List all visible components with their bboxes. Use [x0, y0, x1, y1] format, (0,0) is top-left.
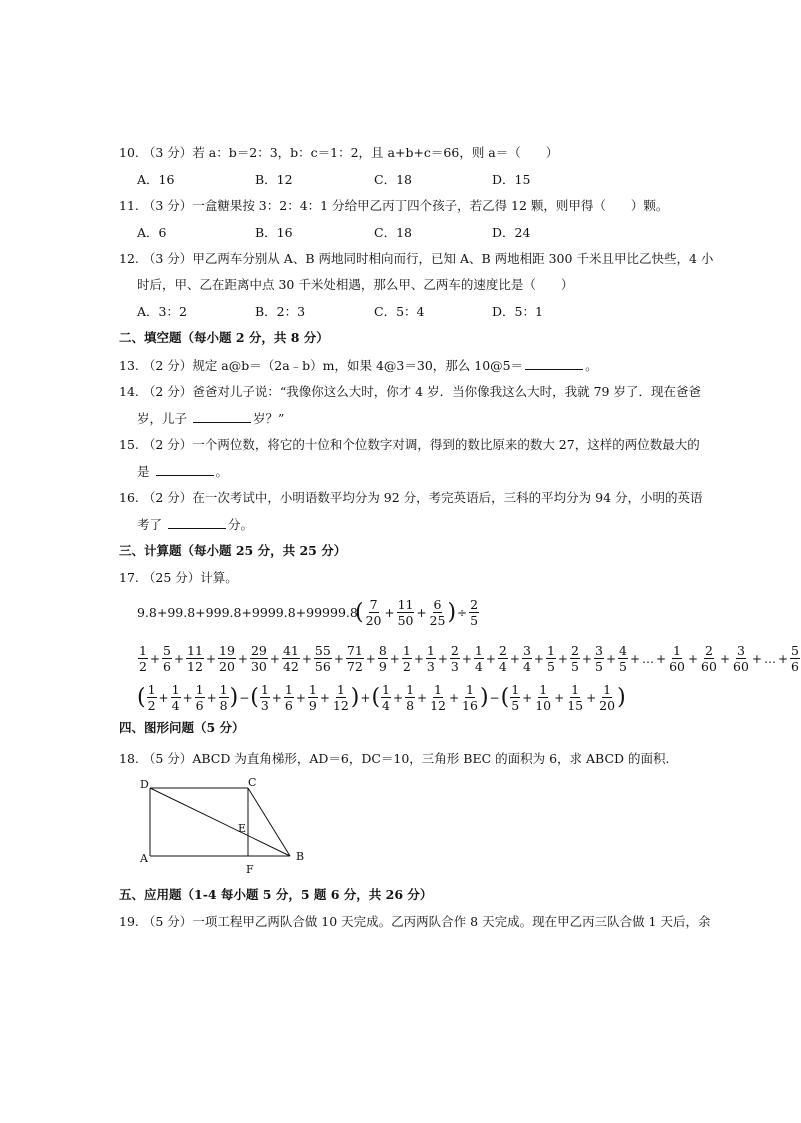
fraction: $\frac{4}{5}$ — [619, 643, 627, 674]
fraction: $\frac{1}{4}$ — [382, 682, 390, 713]
q13-end: 。 — [585, 358, 598, 373]
operator: + — [581, 651, 592, 666]
q12-num: 12. — [119, 251, 139, 266]
q14-line1: 爸爸对儿子说：“我像你这么大时，你才 4 岁．当你像我这么大时，我就 79 岁了．现在爸爸 — [192, 384, 701, 399]
parenthesis: ) — [350, 684, 360, 710]
q10-option-a: A．16 — [137, 172, 175, 187]
fraction: $\frac{1}{4}$ — [171, 682, 180, 713]
q11-option-b: B．16 — [255, 225, 293, 240]
parenthesis: ) — [479, 684, 489, 710]
operator: + — [586, 690, 597, 705]
question-14 — [119, 384, 701, 400]
fraction: $\frac{19}{20}$ — [219, 643, 235, 674]
fraction: $\frac{1}{2}$ — [147, 682, 156, 713]
operator: + — [461, 651, 472, 666]
operator: + — [533, 651, 544, 666]
operator: + — [485, 651, 496, 666]
operator: + — [360, 690, 371, 705]
operator: + — [333, 651, 344, 666]
fraction: $\frac{2}{3}$ — [450, 643, 459, 674]
operator: + — [719, 651, 731, 666]
q16-answer-blank[interactable] — [168, 516, 226, 529]
section-5-heading: 五、应用题（1-4 每小题 5 分，5 题 6 分，共 26 分） — [119, 887, 433, 902]
operator: + — [522, 690, 533, 705]
ellipsis: … — [763, 651, 776, 666]
q12-option-d: D．5：1 — [492, 304, 543, 319]
operator: + — [389, 651, 400, 666]
q10-num: 10. — [119, 145, 139, 160]
label-d: D — [140, 778, 149, 791]
q12-line2: 时后，甲、乙在距离中点 30 千米处相遇，那么甲、乙两车的速度比是（ ） — [137, 277, 574, 292]
operator: + — [777, 651, 789, 666]
operator: + — [206, 690, 217, 705]
parenthesis: ( — [500, 684, 510, 710]
operator: + — [448, 690, 460, 705]
q15-line2-a: 是 — [137, 464, 150, 479]
parenthesis: ( — [137, 684, 146, 710]
q15-num: 15. — [119, 437, 139, 452]
operator: + — [629, 651, 641, 666]
fraction: $\frac{2}{60}$ — [701, 643, 717, 674]
operator: + — [554, 690, 565, 705]
parenthesis: ) — [447, 599, 457, 625]
q15-line2-b: 。 — [215, 464, 229, 479]
fraction: $\frac{1}{3}$ — [426, 643, 435, 674]
q16-line1: 在一次考试中，小明语数平均分为 92 分，考完英语后，三科的平均分为 94 分，小明的英语 — [192, 490, 703, 505]
q12-option-c: C．5：4 — [374, 304, 425, 319]
fraction: $\frac{1}{5}$ — [546, 643, 555, 674]
question-17 — [119, 570, 238, 586]
question-16 — [119, 490, 703, 506]
operator: + — [295, 690, 306, 705]
q11-option-a: A．6 — [137, 225, 167, 240]
operator: + — [158, 690, 169, 705]
operator: + — [182, 690, 193, 705]
label-c: C — [248, 776, 257, 789]
q11-option-c: C．18 — [374, 225, 412, 240]
fraction: $\frac{1}{3}$ — [260, 682, 269, 713]
operator: + — [656, 651, 667, 666]
q18-num: 18. — [119, 751, 139, 766]
fraction: $\frac{11}{50}$ — [397, 597, 414, 628]
label-a: A — [140, 852, 148, 865]
fraction: $\frac{3}{5}$ — [594, 643, 603, 674]
parenthesis: ) — [617, 684, 626, 710]
fraction: $\frac{3}{4}$ — [522, 643, 531, 674]
operator: + — [437, 651, 448, 666]
operator: + — [271, 690, 282, 705]
operator: + — [173, 651, 185, 666]
operator: + — [237, 651, 248, 666]
section-4-heading: 四、图形问题（5 分） — [119, 720, 245, 735]
q13-text: 规定 a@b＝（2a﹣b）m，如果 4@3＝30，那么 10@5＝ — [192, 358, 524, 373]
operator: + — [605, 651, 616, 666]
trapezoid-figure — [130, 772, 310, 882]
q10-option-b: B．12 — [255, 172, 293, 187]
q14-line2-b: 岁？” — [253, 411, 285, 426]
operator: + — [269, 651, 280, 666]
q17-expr-3 — [137, 643, 801, 674]
q17-expr-2 — [355, 597, 480, 628]
q11-option-d: D．24 — [492, 225, 531, 240]
q16-line2-b: 分。 — [228, 517, 254, 532]
label-e: E — [238, 822, 247, 835]
operator: + — [149, 651, 161, 666]
ellipsis: … — [642, 651, 655, 666]
q11-text: 一盒糖果按 3：2：4：1 分给甲乙丙丁四个孩子，若乙得 12 颗，则甲得（ ）颗。 — [192, 198, 669, 213]
parenthesis: ) — [229, 684, 239, 710]
fraction: $\frac{1}{9}$ — [308, 682, 317, 713]
q10-option-d: D．15 — [492, 172, 531, 187]
question-12 — [119, 251, 713, 267]
fraction: $\frac{1}{2}$ — [402, 643, 411, 674]
fraction: $\frac{2}{5}$ — [570, 643, 579, 674]
operator: + — [205, 651, 216, 666]
q15-line1: 一个两位数，将它的十位和个位数字对调，得到的数比原来的数大 27，这样的两位数最大的 — [192, 437, 700, 452]
q13-score: （2 分） — [142, 358, 193, 373]
label-f: F — [246, 863, 254, 876]
q17-text: 计算。 — [200, 570, 238, 585]
fraction: $\frac{5}{6}$ — [163, 643, 171, 674]
fraction: $\frac{7}{20}$ — [365, 597, 382, 628]
q19-score: （5 分） — [142, 914, 193, 929]
fraction: $\frac{29}{30}$ — [250, 643, 267, 674]
section-3-heading: 三、计算题（每小题 25 分，共 25 分） — [119, 543, 347, 558]
fraction: $\frac{8}{9}$ — [378, 643, 387, 674]
q18-text: ABCD 为直角梯形，AD＝6，DC＝10，三角形 BEC 的面积为 6，求 ABCD 的面积. — [192, 751, 670, 766]
q16-score: （2 分） — [142, 490, 193, 505]
fraction: $\frac{11}{12}$ — [187, 643, 203, 674]
fraction: $\frac{1}{20}$ — [599, 682, 616, 713]
label-b: B — [296, 850, 305, 863]
q10-score: （3 分） — [142, 145, 193, 160]
q11-score: （3 分） — [142, 198, 193, 213]
q14-line2-a: 岁，儿子 — [137, 411, 188, 426]
q18-score: （5 分） — [142, 751, 193, 766]
question-11 — [119, 198, 668, 214]
fraction: $\frac{55}{56}$ — [314, 643, 331, 674]
q14-answer-blank[interactable] — [193, 410, 251, 423]
q19-num: 19. — [119, 914, 139, 929]
fraction: $\frac{1}{60}$ — [669, 643, 685, 674]
fraction: $\frac{1}{16}$ — [462, 682, 478, 713]
q17-num: 17. — [119, 570, 139, 585]
operator: + — [687, 651, 699, 666]
section-2-heading: 二、填空题（每小题 2 分，共 8 分） — [119, 330, 329, 345]
operator: + — [301, 651, 312, 666]
fraction: $\frac{1}{12}$ — [430, 682, 446, 713]
fraction: $\frac{1}{5}$ — [511, 682, 520, 713]
q16-num: 16. — [119, 490, 139, 505]
fraction: $\frac{71}{72}$ — [346, 643, 363, 674]
fraction: $\frac{1}{6}$ — [195, 682, 204, 713]
question-19 — [119, 914, 710, 930]
operator: + — [365, 651, 376, 666]
fraction: $\frac{1}{10}$ — [535, 682, 552, 713]
fraction: $\frac{1}{8}$ — [219, 682, 228, 713]
q15-score: （2 分） — [142, 437, 193, 452]
q10-text: 若 a：b＝2：3，b：c＝1：2，且 a+b+c＝66，则 a＝（ ） — [192, 145, 559, 160]
fraction: $\frac{5}{6}$ — [791, 643, 799, 674]
operator: − — [239, 690, 250, 705]
parenthesis: ( — [355, 599, 364, 625]
fraction: $\frac{1}{15}$ — [567, 682, 584, 713]
q15-answer-blank[interactable] — [156, 463, 214, 476]
fraction: $\frac{1}{4}$ — [474, 643, 483, 674]
fraction: $\frac{6}{25}$ — [429, 597, 446, 628]
fraction: $\frac{1}{6}$ — [284, 682, 293, 713]
fraction: $\frac{3}{60}$ — [733, 643, 749, 674]
operator: − — [489, 690, 500, 705]
operator: + — [319, 690, 330, 705]
q17-score: （25 分） — [142, 570, 201, 585]
q12-option-b: B．2：3 — [255, 304, 306, 319]
q16-line2-a: 考了 — [137, 517, 163, 532]
question-15 — [119, 437, 700, 453]
q14-line2 — [137, 410, 284, 427]
q15-line2 — [137, 463, 228, 480]
q17-expr-1: 9.8+99.8+999.8+9999.8+99999.8 — [137, 605, 358, 620]
q12-option-a: A．3：2 — [137, 304, 187, 319]
fraction: $\frac{2}{5}$ — [470, 597, 479, 628]
parenthesis: ( — [250, 684, 259, 710]
fraction: $\frac{1}{2}$ — [139, 643, 147, 674]
q13-num: 13. — [119, 358, 139, 373]
q11-num: 11. — [119, 198, 139, 213]
q19-text: 一项工程甲乙两队合做 10 天完成。乙丙两队合作 8 天完成。现在甲乙丙三队合做 1 天后，余 — [192, 914, 711, 929]
operator: + — [393, 690, 404, 705]
operator: + — [384, 605, 395, 620]
q12-line1: 甲乙两车分别从 A、B 两地同时相向而行，已知 A、B 两地相距 300 千米且甲比乙快些，4 小 — [192, 251, 714, 266]
q14-score: （2 分） — [142, 384, 193, 399]
parenthesis: ( — [371, 684, 381, 710]
q12-score: （3 分） — [142, 251, 193, 266]
q10-option-c: C．18 — [374, 172, 412, 187]
question-10 — [119, 145, 558, 161]
operator: + — [417, 690, 428, 705]
divide-operator: ÷ — [457, 605, 468, 620]
operator: + — [509, 651, 520, 666]
fraction: $\frac{1}{8}$ — [406, 682, 415, 713]
question-18 — [119, 751, 670, 767]
q13-answer-blank[interactable] — [525, 357, 583, 370]
q16-line2 — [137, 516, 253, 533]
operator: + — [416, 605, 427, 620]
q14-num: 14. — [119, 384, 139, 399]
fraction: $\frac{41}{42}$ — [282, 643, 299, 674]
operator: + — [751, 651, 762, 666]
question-13 — [119, 357, 598, 374]
operator: + — [557, 651, 568, 666]
fraction: $\frac{1}{12}$ — [332, 682, 349, 713]
operator: + — [413, 651, 424, 666]
fraction: $\frac{2}{4}$ — [498, 643, 507, 674]
q17-expr-4 — [137, 682, 626, 713]
